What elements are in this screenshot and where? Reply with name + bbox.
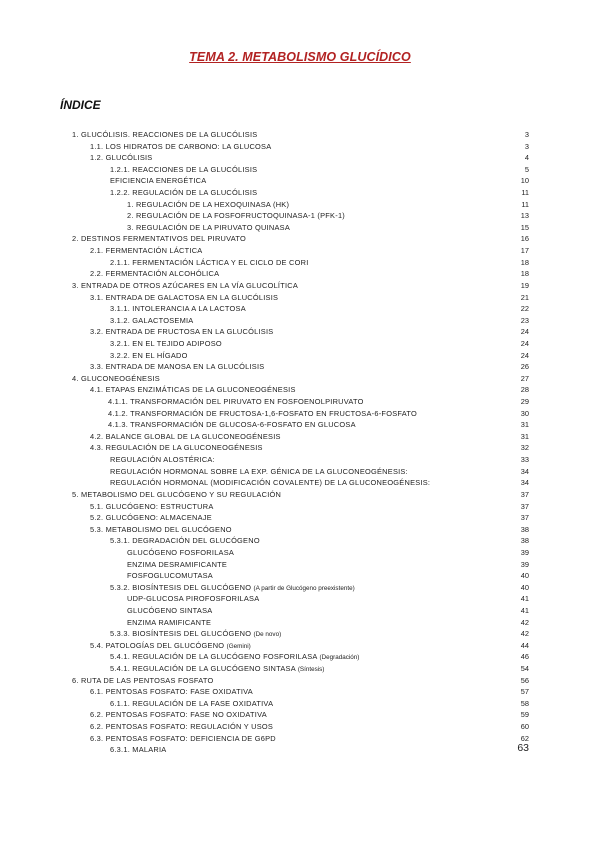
toc-entry-page: 18 bbox=[520, 269, 529, 279]
toc-entry[interactable] bbox=[0, 315, 600, 327]
toc-entry-page: 5 bbox=[524, 164, 529, 174]
toc-entry[interactable] bbox=[0, 733, 600, 745]
toc-entry-page: 63 bbox=[517, 742, 529, 755]
toc-entry-title: 1.2.2. REGULACIÓN DE LA GLUCÓLISIS bbox=[110, 188, 258, 198]
toc-entry-page: 59 bbox=[520, 710, 529, 720]
toc-entry-page: 44 bbox=[520, 640, 529, 650]
toc-entry[interactable] bbox=[0, 651, 600, 663]
toc-entry-title: ENZIMA DESRAMIFICANTE bbox=[127, 559, 228, 569]
toc-entry-page: 31 bbox=[520, 431, 529, 441]
toc-entry-page: 26 bbox=[520, 362, 529, 372]
toc-entry-title: REGULACIÓN HORMONAL (MODIFICACIÓN COVALENTE) DE LA GLUCONEOGÉNESIS: bbox=[110, 478, 431, 488]
toc-entry[interactable] bbox=[0, 535, 600, 547]
toc-entry-page: 39 bbox=[520, 547, 529, 557]
toc-entry[interactable] bbox=[0, 338, 600, 350]
toc-entry[interactable] bbox=[0, 547, 600, 559]
toc-entry-title: 3.3. ENTRADA DE MANOSA EN LA GLUCÓLISIS bbox=[90, 362, 265, 372]
toc-entry-page: 30 bbox=[520, 408, 529, 418]
toc-entry[interactable] bbox=[0, 129, 600, 141]
toc-entry-page: 42 bbox=[520, 629, 529, 639]
toc-entry-page: 58 bbox=[520, 698, 529, 708]
toc-entry[interactable] bbox=[0, 233, 600, 245]
toc-entry-title: 3. ENTRADA DE OTROS AZÚCARES EN LA VÍA GLUCOLÍTICA bbox=[72, 280, 299, 290]
toc-entry-note: (Síntesis) bbox=[297, 666, 325, 674]
toc-entry-title: 1.1. LOS HIDRATOS DE CARBONO: LA GLUCOSA bbox=[90, 141, 272, 151]
toc-entry-title: 2.1. FERMENTACIÓN LÁCTICA bbox=[90, 246, 203, 256]
toc-entry[interactable] bbox=[0, 501, 600, 513]
toc-entry-page: 3 bbox=[524, 130, 529, 139]
toc-entry-page: 29 bbox=[520, 397, 529, 407]
toc-entry-page: 19 bbox=[520, 280, 529, 290]
toc-entry[interactable] bbox=[0, 210, 600, 222]
toc-entry-title: 6.3. PENTOSAS FOSFATO: DEFICIENCIA DE G6PD bbox=[90, 733, 276, 743]
toc-entry-page: 62 bbox=[520, 733, 529, 743]
toc-entry-title: 6.3.1. MALARIA bbox=[110, 745, 167, 755]
toc-entry-page: 56 bbox=[520, 675, 529, 685]
toc-entry-title: 1.2. GLUCÓLISIS bbox=[90, 153, 153, 163]
toc-entry-page: 46 bbox=[520, 652, 529, 662]
toc-entry[interactable] bbox=[0, 303, 600, 315]
toc-entry-note: (Gemini) bbox=[226, 642, 251, 650]
toc-entry-page: 24 bbox=[520, 327, 529, 337]
toc-entry[interactable] bbox=[0, 164, 600, 176]
toc-entry-page: 17 bbox=[520, 246, 529, 256]
toc-entry-title: 5.1. GLUCÓGENO: ESTRUCTURA bbox=[90, 501, 214, 511]
toc-entry-page: 32 bbox=[520, 443, 529, 453]
toc-entry[interactable] bbox=[0, 419, 600, 431]
toc-entry-title: FOSFOGLUCOMUTASA bbox=[127, 571, 213, 581]
toc-entry[interactable] bbox=[0, 570, 600, 582]
toc-entry-page: 15 bbox=[520, 222, 529, 232]
toc-entry[interactable] bbox=[0, 582, 600, 594]
toc-entry[interactable] bbox=[0, 640, 600, 652]
toc-entry-title: 5. METABOLISMO DEL GLUCÓGENO Y SU REGULACIÓN bbox=[72, 489, 282, 499]
toc-entry-label: 5.4.1. REGULACIÓN DE LA GLUCÓGENO SINTASA bbox=[110, 664, 296, 674]
toc-entry-page: 38 bbox=[520, 524, 529, 534]
toc-entry-title: 1. REGULACIÓN DE LA HEXOQUINASA (HK) bbox=[127, 199, 290, 209]
toc-entry-title: 4.2. BALANCE GLOBAL DE LA GLUCONEOGÉNESIS bbox=[90, 431, 281, 441]
toc-entry[interactable] bbox=[0, 524, 600, 536]
toc-entry-page: 41 bbox=[520, 594, 529, 604]
toc-entry-page: 39 bbox=[520, 559, 529, 569]
toc-entry-page: 24 bbox=[520, 338, 529, 348]
toc-entry-title: 1. GLUCÓLISIS. REACCIONES DE LA GLUCÓLISIS bbox=[72, 130, 258, 139]
toc-entry-page: 31 bbox=[520, 420, 529, 430]
toc-entry[interactable] bbox=[0, 280, 600, 292]
toc-entry-title: REGULACIÓN ALOSTÉRICA: bbox=[110, 455, 215, 465]
toc-entry-title: 4.1.1. TRANSFORMACIÓN DEL PIRUVATO EN FOSFOENOLPIRUVATO bbox=[108, 397, 364, 407]
toc-entry-page: 41 bbox=[520, 605, 529, 615]
toc-entry[interactable] bbox=[0, 686, 600, 698]
toc-entry-page: 10 bbox=[520, 176, 529, 186]
toc-entry-title: 2. REGULACIÓN DE LA FOSFOFRUCTOQUINASA-1 (PFK-1) bbox=[127, 211, 346, 221]
toc-entry[interactable] bbox=[0, 199, 600, 211]
toc-entry-title: 3.1.1. INTOLERANCIA A LA LACTOSA bbox=[110, 304, 246, 314]
toc-entry-title: 3.2. ENTRADA DE FRUCTOSA EN LA GLUCÓLISIS bbox=[90, 327, 274, 337]
toc-entry[interactable] bbox=[0, 396, 600, 408]
toc-entry[interactable] bbox=[0, 361, 600, 373]
toc-entry-page: 27 bbox=[520, 373, 529, 383]
toc-entry[interactable] bbox=[0, 617, 600, 629]
toc-entry-note: (Degradación) bbox=[319, 654, 360, 662]
toc-entry-title: 4.3. REGULACIÓN DE LA GLUCONEOGÉNESIS bbox=[90, 443, 263, 453]
toc-entry[interactable] bbox=[0, 744, 600, 756]
toc-entry[interactable] bbox=[0, 431, 600, 443]
toc-entry[interactable] bbox=[0, 257, 600, 269]
toc-entry[interactable] bbox=[0, 721, 600, 733]
toc-entry[interactable] bbox=[0, 350, 600, 362]
toc-entry-title: 6.1.1. REGULACIÓN DE LA FASE OXIDATIVA bbox=[110, 698, 274, 708]
toc-entry-title: 3. REGULACIÓN DE LA PIRUVATO QUINASA bbox=[127, 222, 291, 232]
toc-entry-page: 11 bbox=[521, 188, 529, 198]
toc-entry-title: 1.2.1. REACCIONES DE LA GLUCÓLISIS bbox=[110, 164, 258, 174]
toc-entry-page: 37 bbox=[520, 489, 529, 499]
toc-entry-title: 5.2. GLUCÓGENO: ALMACENAJE bbox=[90, 513, 212, 523]
index-heading: ÍNDICE bbox=[60, 98, 101, 112]
toc-entry-title: 3.1.2. GALACTOSEMIA bbox=[110, 315, 194, 325]
toc-entry-note: (De novo) bbox=[253, 631, 282, 639]
toc-entry-title: 4.1. ETAPAS ENZIMÁTICAS DE LA GLUCONEOGÉNESIS bbox=[90, 385, 296, 395]
toc-entry-label: 5.4.1. REGULACIÓN DE LA GLUCÓGENO FOSFORILASA bbox=[110, 652, 318, 662]
toc-entry-title: 6.2. PENTOSAS FOSFATO: FASE NO OXIDATIVA bbox=[90, 710, 267, 720]
toc-entry-title: 6. RUTA DE LAS PENTOSAS FOSFATO bbox=[72, 675, 214, 685]
toc-entry[interactable] bbox=[0, 466, 600, 478]
toc-entry-title: 3.1. ENTRADA DE GALACTOSA EN LA GLUCÓLISIS bbox=[90, 292, 279, 302]
toc-entry-page: 57 bbox=[520, 687, 529, 697]
toc-entry-label: 5.3.2. BIOSÍNTESIS DEL GLUCÓGENO bbox=[110, 582, 252, 592]
toc-entry[interactable] bbox=[0, 408, 600, 420]
toc-entry[interactable] bbox=[0, 559, 600, 571]
toc-entry-title: 5.3.1. DEGRADACIÓN DEL GLUCÓGENO bbox=[110, 536, 260, 546]
toc-entry-page: 40 bbox=[520, 582, 529, 592]
toc-entry-title: 2.2. FERMENTACIÓN ALCOHÓLICA bbox=[90, 269, 220, 279]
toc-entry[interactable] bbox=[0, 152, 600, 164]
toc-entry-title: 6.1. PENTOSAS FOSFATO: FASE OXIDATIVA bbox=[90, 687, 253, 697]
toc-entry[interactable] bbox=[0, 675, 600, 687]
toc-entry[interactable] bbox=[0, 442, 600, 454]
toc-entry[interactable] bbox=[0, 512, 600, 524]
toc-entry[interactable] bbox=[0, 373, 600, 385]
toc-entry[interactable] bbox=[0, 268, 600, 280]
toc-entry[interactable] bbox=[0, 454, 600, 466]
toc-entry-page: 34 bbox=[520, 478, 529, 488]
toc-entry-title: 4.1.2. TRANSFORMACIÓN DE FRUCTOSA-1,6-FOSFATO EN FRUCTOSA-6-FOSFATO bbox=[108, 408, 417, 418]
toc-entry-page: 18 bbox=[520, 257, 529, 267]
toc-entry-page: 23 bbox=[520, 315, 529, 325]
toc-entry-page: 28 bbox=[520, 385, 529, 395]
toc-entry-page: 24 bbox=[520, 350, 529, 360]
toc-entry-title: 5.3. METABOLISMO DEL GLUCÓGENO bbox=[90, 524, 232, 534]
toc-entry-title: 3.2.2. EN EL HÍGADO bbox=[110, 350, 188, 360]
toc-entry-page: 54 bbox=[520, 664, 529, 674]
toc-entry-title: REGULACIÓN HORMONAL SOBRE LA EXP. GÉNICA DE LA GLUCONEOGÉNESIS: bbox=[110, 466, 408, 476]
toc-entry-title: GLUCÓGENO FOSFORILASA bbox=[127, 547, 235, 557]
toc-entry-note: (A partir de Glucógeno preexistente) bbox=[253, 584, 355, 592]
toc-entry[interactable] bbox=[0, 245, 600, 257]
toc-entry-page: 16 bbox=[520, 234, 529, 244]
toc-entry-page: 42 bbox=[520, 617, 529, 627]
toc-entry[interactable] bbox=[0, 605, 600, 617]
toc-entry-page: 60 bbox=[520, 722, 529, 732]
toc-entry-title: EFICIENCIA ENERGÉTICA bbox=[110, 176, 207, 186]
toc-entry-title: GLUCÓGENO SINTASA bbox=[127, 605, 213, 615]
toc-entry[interactable] bbox=[0, 187, 600, 199]
toc-entry[interactable] bbox=[0, 326, 600, 338]
toc-entry[interactable] bbox=[0, 477, 600, 489]
toc-entry[interactable] bbox=[0, 698, 600, 710]
table-of-contents bbox=[0, 129, 600, 756]
toc-entry[interactable] bbox=[0, 628, 600, 640]
toc-entry-page: 13 bbox=[520, 211, 529, 221]
toc-entry-title: 2.1.1. FERMENTACIÓN LÁCTICA Y EL CICLO DE CORI bbox=[110, 257, 309, 267]
toc-entry[interactable] bbox=[0, 222, 600, 234]
toc-entry[interactable] bbox=[0, 489, 600, 501]
toc-entry-title: 6.2. PENTOSAS FOSFATO: REGULACIÓN Y USOS bbox=[90, 722, 274, 732]
toc-entry-page: 34 bbox=[520, 466, 529, 476]
toc-entry[interactable] bbox=[0, 663, 600, 675]
toc-entry-page: 38 bbox=[520, 536, 529, 546]
toc-entry[interactable] bbox=[0, 384, 600, 396]
toc-entry-title: UDP-GLUCOSA PIROFOSFORILASA bbox=[127, 594, 260, 604]
toc-entry-page: 33 bbox=[520, 455, 529, 465]
toc-entry-title: ENZIMA RAMIFICANTE bbox=[127, 617, 212, 627]
toc-entry-title: 4.1.3. TRANSFORMACIÓN DE GLUCOSA-6-FOSFATO EN GLUCOSA bbox=[108, 420, 356, 430]
toc-entry[interactable] bbox=[0, 593, 600, 605]
toc-entry[interactable] bbox=[0, 141, 600, 153]
toc-entry-page: 4 bbox=[524, 153, 529, 163]
toc-entry-page: 3 bbox=[524, 141, 529, 151]
toc-entry-label: 5.3.3. BIOSÍNTESIS DEL GLUCÓGENO bbox=[110, 629, 252, 639]
document-title: TEMA 2. METABOLISMO GLUCÍDICO bbox=[189, 50, 411, 64]
toc-entry-page: 21 bbox=[520, 292, 529, 302]
toc-entry-label: 5.4. PATOLOGÍAS DEL GLUCÓGENO bbox=[90, 640, 225, 650]
toc-entry-page: 11 bbox=[521, 199, 529, 209]
toc-entry-page: 40 bbox=[520, 571, 529, 581]
toc-entry-page: 37 bbox=[520, 501, 529, 511]
toc-entry-page: 37 bbox=[520, 513, 529, 523]
toc-entry-page: 22 bbox=[520, 304, 529, 314]
toc-entry-title: 4. GLUCONEOGÉNESIS bbox=[72, 373, 160, 383]
toc-entry-title: 2. DESTINOS FERMENTATIVOS DEL PIRUVATO bbox=[72, 234, 247, 244]
toc-entry-title: 3.2.1. EN EL TEJIDO ADIPOSO bbox=[110, 338, 222, 348]
toc-entry[interactable] bbox=[0, 175, 600, 187]
toc-entry[interactable] bbox=[0, 709, 600, 721]
toc-entry[interactable] bbox=[0, 292, 600, 304]
